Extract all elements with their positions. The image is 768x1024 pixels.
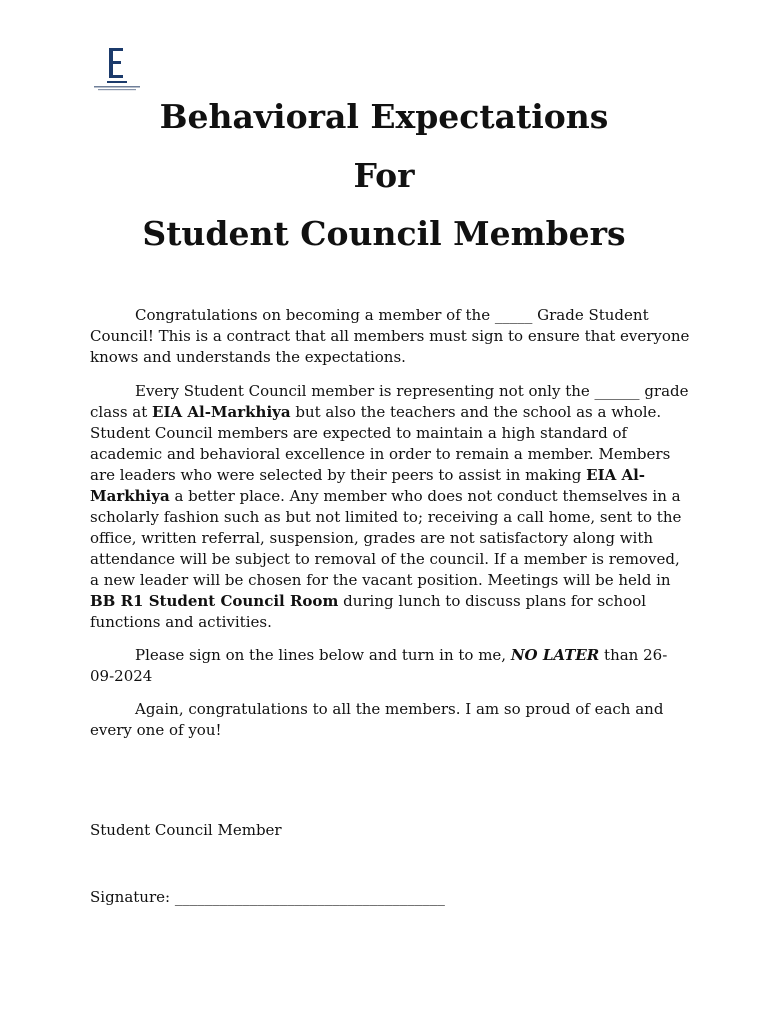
paragraph-1-text: Congratulations on becoming a member of the _____ Grade Student Council! This is a contract that all members must sign to ensure that everyone knows and understands the expectations. — [90, 306, 690, 366]
paragraph-closing — [90, 699, 690, 741]
title-line-3: Student Council Members — [142, 214, 626, 253]
paragraph-2-part-4: during lunch to discuss plans for school functions and activities. — [90, 592, 647, 631]
paragraph-expectations — [90, 381, 690, 633]
edison-logo-icon — [88, 46, 148, 94]
school-logo — [88, 46, 148, 94]
paragraph-congratulations — [90, 305, 690, 368]
meeting-room: BB R1 Student Council Room — [90, 592, 339, 610]
deadline-emphasis: NO LATER — [510, 646, 600, 664]
paragraph-deadline — [90, 645, 690, 687]
signature-row — [90, 887, 690, 908]
member-label: Student Council Member — [90, 821, 282, 839]
title-line-2: For — [353, 156, 415, 195]
signature-line[interactable]: ____________________________________ — [174, 888, 445, 906]
paragraph-2-part-2: but also the teachers and the school as a whole. Student Council members are expected to maintain a high standard of academic and behavioral excellence in order to remain a member. Members are leaders who were selected by their peers to assist in making — [90, 403, 671, 484]
school-name-1: EIA Al-Markhiya — [152, 403, 291, 421]
paragraph-4-text: Again, congratulations to all the members. I am so proud of each and every one of you! — [90, 700, 664, 739]
signature-label: Signature: — [90, 888, 171, 906]
school-name-2: EIA Al-Markhiya — [90, 466, 646, 505]
title-line-1: Behavioral Expectations — [159, 97, 609, 136]
paragraph-3-part-1: Please sign on the lines below and turn in to me, — [135, 646, 511, 664]
paragraph-2-part-1: Every Student Council member is representing not only the ______ grade class at — [90, 382, 689, 421]
paragraph-3-part-2: than 26-09-2024 — [90, 646, 668, 685]
paragraph-2-part-3: a better place. Any member who does not conduct themselves in a scholarly fashion such as but not limited to; receiving a call home, sent to the office, written referral, suspension, grades are not satisfactory along with attendance will be subject to removal of the council. If a member is removed, a new leader will be chosen for the vacant position. Meetings will be held in — [90, 487, 682, 589]
